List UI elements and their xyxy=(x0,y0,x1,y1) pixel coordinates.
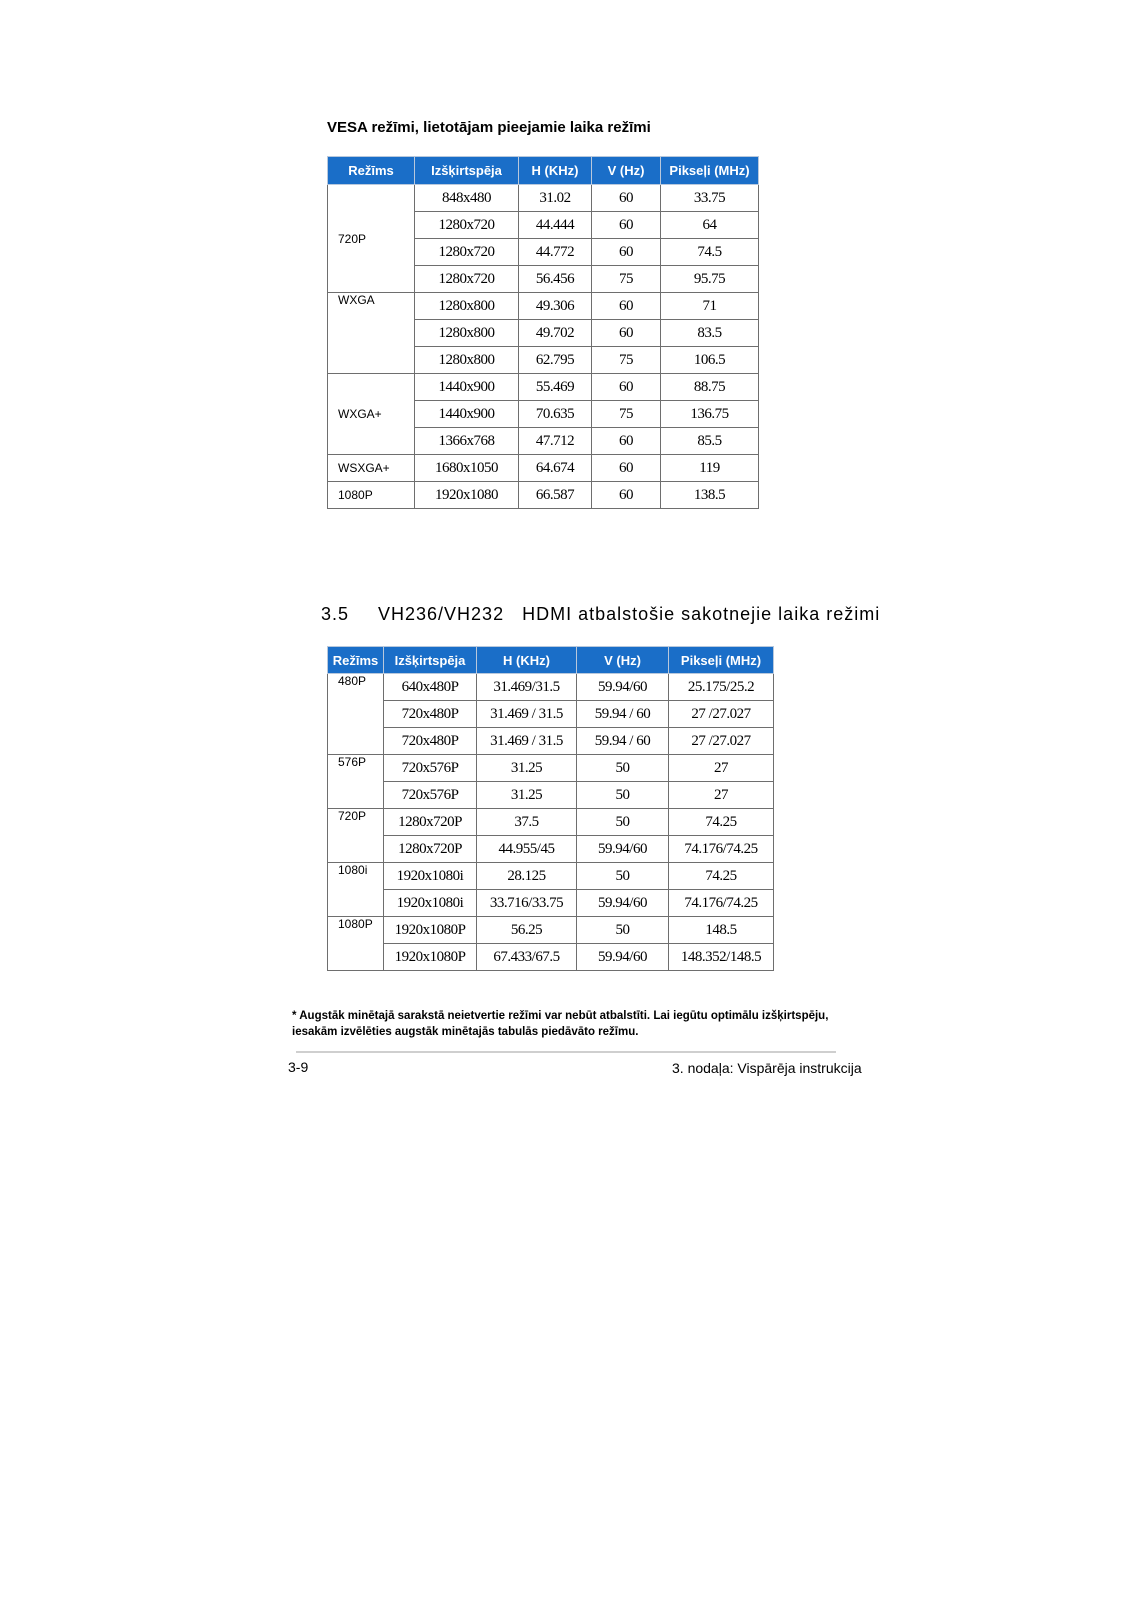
section-title: HDMI atbalstošie sakotnejie laika režimi xyxy=(522,604,881,624)
col-header-resolution: Izšķirtspēja xyxy=(384,647,477,674)
cell-v-hz: 50 xyxy=(577,755,669,782)
cell-v-hz: 60 xyxy=(592,212,661,239)
cell-resolution: 720x576P xyxy=(384,755,477,782)
cell-h-khz: 49.702 xyxy=(519,320,592,347)
cell-v-hz: 60 xyxy=(592,239,661,266)
cell-mode: 720P xyxy=(328,809,384,863)
cell-h-khz: 47.712 xyxy=(519,428,592,455)
table-row xyxy=(328,836,774,863)
table-row xyxy=(328,482,759,509)
cell-v-hz: 50 xyxy=(577,782,669,809)
cell-v-hz: 59.94/60 xyxy=(577,890,669,917)
cell-v-hz: 75 xyxy=(592,266,661,293)
cell-h-khz: 31.469 / 31.5 xyxy=(477,701,577,728)
cell-resolution: 720x576P xyxy=(384,782,477,809)
cell-v-hz: 50 xyxy=(577,917,669,944)
table-row xyxy=(328,701,774,728)
section-model: VH236/VH232 xyxy=(378,604,505,624)
table-row xyxy=(328,674,774,701)
cell-pixels-mhz: 74.25 xyxy=(669,809,774,836)
section-number: 3.5 xyxy=(321,604,350,624)
cell-h-khz: 66.587 xyxy=(519,482,592,509)
cell-h-khz: 62.795 xyxy=(519,347,592,374)
table-row xyxy=(328,863,774,890)
footer-divider xyxy=(296,1051,836,1053)
cell-resolution: 1280x800 xyxy=(415,320,519,347)
cell-mode: WXGA xyxy=(328,293,415,374)
cell-mode: 480P xyxy=(328,674,384,755)
footnote: * Augstāk minētajā sarakstā neietvertie režīmi var nebūt atbalstīti. Lai iegūtu optimālu izšķirtspēju, iesakām izvēlēties augstāk minētajās tabulās piedāvāto režīmu. xyxy=(292,1010,829,1038)
cell-v-hz: 59.94/60 xyxy=(577,674,669,701)
cell-v-hz: 50 xyxy=(577,863,669,890)
cell-h-khz: 44.444 xyxy=(519,212,592,239)
cell-resolution: 1280x720P xyxy=(384,836,477,863)
table-row xyxy=(328,185,759,212)
cell-mode: 1080P xyxy=(328,482,415,509)
vesa-table-header xyxy=(328,157,759,185)
cell-h-khz: 67.433/67.5 xyxy=(477,944,577,971)
cell-mode: 1080i xyxy=(328,863,384,917)
cell-resolution: 1920x1080P xyxy=(384,917,477,944)
cell-resolution: 1920x1080i xyxy=(384,890,477,917)
table-row xyxy=(328,728,774,755)
cell-mode: 720P xyxy=(328,185,415,293)
cell-pixels-mhz: 136.75 xyxy=(661,401,759,428)
cell-pixels-mhz: 148.352/148.5 xyxy=(669,944,774,971)
col-header-mode: Režīms xyxy=(328,647,384,674)
cell-mode: WXGA+ xyxy=(328,374,415,455)
cell-h-khz: 55.469 xyxy=(519,374,592,401)
chapter-title: 3. nodaļa: Vispārēja instrukcija xyxy=(672,1060,862,1076)
cell-pixels-mhz: 138.5 xyxy=(661,482,759,509)
cell-h-khz: 31.469 / 31.5 xyxy=(477,728,577,755)
cell-resolution: 1920x1080 xyxy=(415,482,519,509)
cell-resolution: 1366x768 xyxy=(415,428,519,455)
col-header-pixels-mhz: Pikseļi (MHz) xyxy=(661,157,759,185)
cell-h-khz: 56.25 xyxy=(477,917,577,944)
cell-v-hz: 59.94/60 xyxy=(577,944,669,971)
cell-h-khz: 31.02 xyxy=(519,185,592,212)
table-row xyxy=(328,374,759,401)
table-row xyxy=(328,890,774,917)
cell-v-hz: 60 xyxy=(592,293,661,320)
cell-resolution: 1920x1080P xyxy=(384,944,477,971)
hdmi-table-header xyxy=(328,647,774,674)
cell-h-khz: 31.25 xyxy=(477,755,577,782)
table-row xyxy=(328,455,759,482)
cell-resolution: 1280x720 xyxy=(415,212,519,239)
cell-resolution: 1920x1080i xyxy=(384,863,477,890)
cell-pixels-mhz: 74.5 xyxy=(661,239,759,266)
cell-pixels-mhz: 95.75 xyxy=(661,266,759,293)
cell-pixels-mhz: 88.75 xyxy=(661,374,759,401)
cell-pixels-mhz: 71 xyxy=(661,293,759,320)
cell-mode: 1080P xyxy=(328,917,384,971)
table-row xyxy=(328,809,774,836)
col-header-h-khz: H (KHz) xyxy=(477,647,577,674)
cell-pixels-mhz: 25.175/25.2 xyxy=(669,674,774,701)
cell-pixels-mhz: 119 xyxy=(661,455,759,482)
cell-h-khz: 31.25 xyxy=(477,782,577,809)
cell-h-khz: 44.772 xyxy=(519,239,592,266)
cell-pixels-mhz: 74.176/74.25 xyxy=(669,836,774,863)
cell-pixels-mhz: 27 xyxy=(669,782,774,809)
cell-v-hz: 60 xyxy=(592,428,661,455)
col-header-v-hz: V (Hz) xyxy=(592,157,661,185)
cell-h-khz: 33.716/33.75 xyxy=(477,890,577,917)
vesa-table-title: VESA režīmi, lietotājam pieejamie laika režīmi xyxy=(327,119,651,136)
table-row xyxy=(328,293,759,320)
cell-pixels-mhz: 27 xyxy=(669,755,774,782)
cell-pixels-mhz: 27 /27.027 xyxy=(669,701,774,728)
col-header-v-hz: V (Hz) xyxy=(577,647,669,674)
cell-pixels-mhz: 83.5 xyxy=(661,320,759,347)
col-header-pixels-mhz: Pikseļi (MHz) xyxy=(669,647,774,674)
col-header-resolution: Izšķirtspēja xyxy=(415,157,519,185)
cell-resolution: 1280x800 xyxy=(415,293,519,320)
cell-pixels-mhz: 74.25 xyxy=(669,863,774,890)
cell-resolution: 1440x900 xyxy=(415,374,519,401)
cell-h-khz: 64.674 xyxy=(519,455,592,482)
hdmi-table-body xyxy=(328,674,774,971)
cell-resolution: 1440x900 xyxy=(415,401,519,428)
cell-v-hz: 59.94/60 xyxy=(577,836,669,863)
cell-v-hz: 60 xyxy=(592,482,661,509)
cell-h-khz: 56.456 xyxy=(519,266,592,293)
cell-h-khz: 37.5 xyxy=(477,809,577,836)
cell-resolution: 1280x800 xyxy=(415,347,519,374)
cell-mode: 576P xyxy=(328,755,384,809)
cell-mode: WSXGA+ xyxy=(328,455,415,482)
cell-pixels-mhz: 64 xyxy=(661,212,759,239)
page-number: 3-9 xyxy=(288,1059,309,1075)
cell-pixels-mhz: 85.5 xyxy=(661,428,759,455)
cell-v-hz: 59.94 / 60 xyxy=(577,701,669,728)
cell-h-khz: 28.125 xyxy=(477,863,577,890)
table-row xyxy=(328,782,774,809)
cell-pixels-mhz: 148.5 xyxy=(669,917,774,944)
cell-resolution: 1280x720 xyxy=(415,266,519,293)
table-row xyxy=(328,917,774,944)
cell-resolution: 1280x720P xyxy=(384,809,477,836)
cell-pixels-mhz: 74.176/74.25 xyxy=(669,890,774,917)
table-row xyxy=(328,944,774,971)
cell-resolution: 848x480 xyxy=(415,185,519,212)
vesa-timing-table xyxy=(327,156,759,509)
cell-v-hz: 60 xyxy=(592,320,661,347)
cell-resolution: 1280x720 xyxy=(415,239,519,266)
cell-h-khz: 44.955/45 xyxy=(477,836,577,863)
cell-v-hz: 59.94 / 60 xyxy=(577,728,669,755)
hdmi-timing-table xyxy=(327,646,774,971)
cell-pixels-mhz: 27 /27.027 xyxy=(669,728,774,755)
cell-v-hz: 60 xyxy=(592,185,661,212)
cell-pixels-mhz: 106.5 xyxy=(661,347,759,374)
cell-h-khz: 70.635 xyxy=(519,401,592,428)
table-row xyxy=(328,755,774,782)
cell-v-hz: 75 xyxy=(592,347,661,374)
cell-h-khz: 31.469/31.5 xyxy=(477,674,577,701)
cell-pixels-mhz: 33.75 xyxy=(661,185,759,212)
section-heading xyxy=(321,604,880,625)
cell-h-khz: 49.306 xyxy=(519,293,592,320)
cell-v-hz: 60 xyxy=(592,455,661,482)
cell-resolution: 640x480P xyxy=(384,674,477,701)
cell-v-hz: 75 xyxy=(592,401,661,428)
col-header-mode: Režīms xyxy=(328,157,415,185)
cell-v-hz: 60 xyxy=(592,374,661,401)
cell-resolution: 1680x1050 xyxy=(415,455,519,482)
cell-resolution: 720x480P xyxy=(384,728,477,755)
cell-v-hz: 50 xyxy=(577,809,669,836)
vesa-table-body xyxy=(328,185,759,509)
col-header-h-khz: H (KHz) xyxy=(519,157,592,185)
cell-resolution: 720x480P xyxy=(384,701,477,728)
